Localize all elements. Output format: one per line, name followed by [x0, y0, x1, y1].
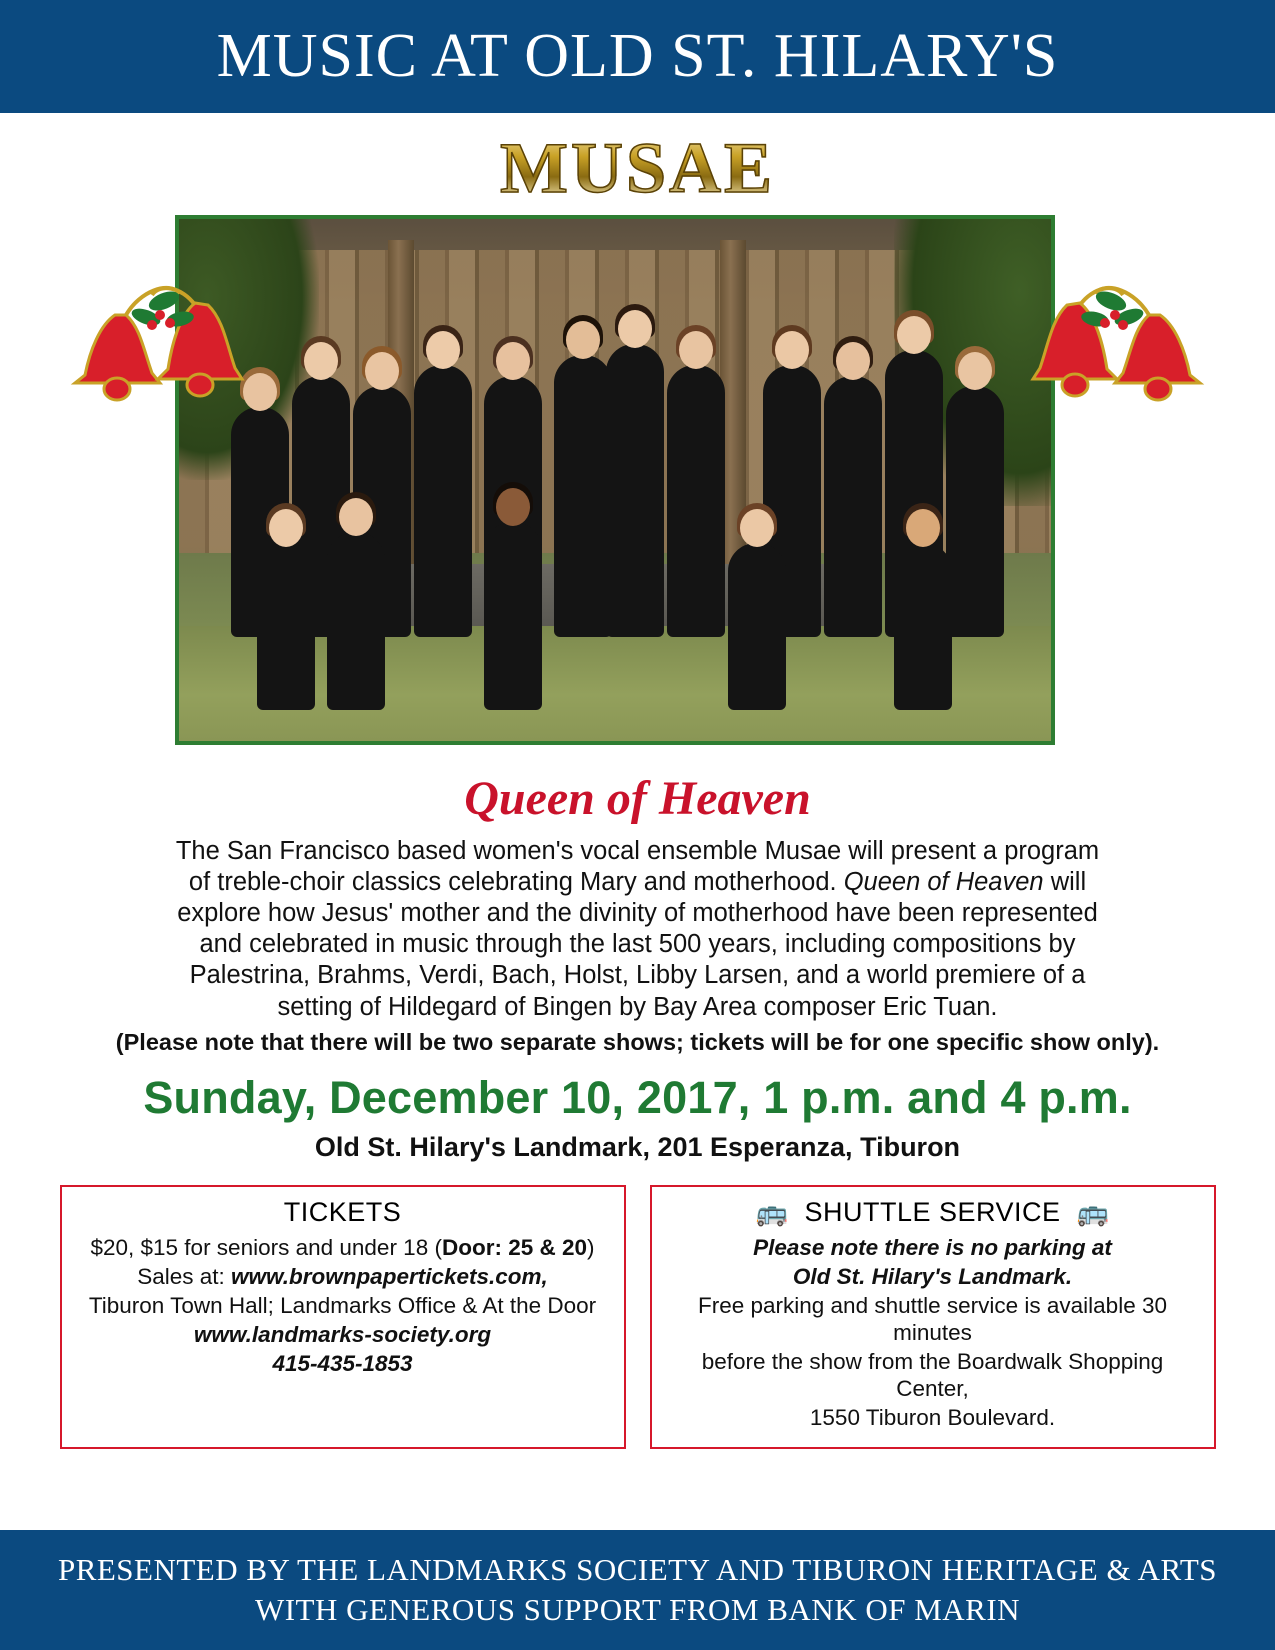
tickets-door-price: Door: 25 & 20: [441, 1234, 588, 1260]
description-line-5: Palestrina, Brahms, Verdi, Bach, Holst, Libby Larsen, and a world premiere of a: [189, 961, 1086, 990]
head: [426, 331, 460, 369]
description-line-6: setting of Hildegard of Bingen by Bay Area composer Eric Tuan.: [277, 992, 998, 1021]
choir-member: [667, 365, 725, 636]
ensemble-name-wrap: [0, 127, 1275, 208]
choir-member: [606, 344, 664, 636]
description-line-1: The San Francisco based women's vocal ensemble Musae will present a program: [175, 837, 1100, 865]
choir-member: [414, 365, 472, 636]
event-venue: Old St. Hilary's Landmark, 201 Esperanza, Tiburon: [314, 1131, 961, 1162]
tickets-sales: [74, 1263, 612, 1290]
head: [740, 509, 774, 547]
event-date: Sunday, December 10, 2017, 1 p.m. and 4 p.m.: [143, 1071, 1132, 1123]
choir-member-seated: [894, 543, 952, 710]
shuttle-info-line-3: 1550 Tiburon Boulevard.: [809, 1404, 1056, 1430]
header-band: [0, 0, 1275, 113]
head: [566, 321, 600, 359]
bus-icon-left: 🚌: [755, 1197, 789, 1228]
description-line-2-b: will: [1043, 868, 1087, 897]
head: [618, 310, 652, 348]
program-subtitle: Queen of Heaven: [464, 772, 811, 825]
choir-member-seated: [728, 543, 786, 710]
choir-member: [946, 386, 1004, 637]
description-line-2: [48, 867, 1228, 898]
choir-member: [554, 355, 612, 637]
head: [897, 316, 931, 354]
head: [496, 488, 530, 526]
shuttle-info-line-1: Free parking and shuttle service is available 30 minutes: [697, 1292, 1167, 1345]
head: [906, 509, 940, 547]
tickets-phone[interactable]: 415-435-1853: [272, 1350, 413, 1376]
shuttle-title-row: [664, 1197, 1202, 1228]
tickets-prices: [74, 1234, 612, 1261]
head: [836, 342, 870, 380]
choir-member-seated: [327, 532, 385, 709]
tickets-prices-suffix: ): [587, 1234, 595, 1260]
shuttle-notice-line-1: Please note there is no parking at: [753, 1234, 1112, 1260]
tickets-sales-label: Sales at:: [137, 1263, 232, 1289]
head: [269, 509, 303, 547]
head: [775, 331, 809, 369]
choir-member: [824, 376, 882, 637]
head: [365, 352, 399, 390]
page-title: MUSIC AT OLD ST. HILARY'S: [216, 22, 1059, 90]
info-boxes: [0, 1185, 1275, 1449]
footer-band: [0, 1530, 1275, 1650]
description-line-3: explore how Jesus' mother and the divinity of motherhood have been represented: [177, 899, 1098, 928]
ensemble-photo: [175, 215, 1055, 745]
description-line-2-a: of treble-choir classics celebrating Mary and motherhood.: [188, 868, 844, 897]
tickets-outlets: Tiburon Town Hall; Landmarks Office & At the Door: [88, 1292, 597, 1318]
description-line-4: and celebrated in music through the last 500 years, including compositions by: [199, 930, 1076, 959]
ensemble-name: MUSAE: [499, 128, 775, 208]
shuttle-info-line-2: before the show from the Boardwalk Shopping Center,: [701, 1348, 1164, 1401]
head: [958, 352, 992, 390]
tickets-box: [60, 1185, 626, 1449]
head: [339, 498, 373, 536]
bus-icon-right: 🚌: [1076, 1197, 1110, 1228]
head: [304, 342, 338, 380]
description-line-2-em: Queen of Heaven: [843, 868, 1044, 897]
landmarks-society-link[interactable]: www.landmarks-society.org: [193, 1321, 492, 1347]
show-note: (Please note that there will be two separate shows; tickets will be for one specific show only).: [115, 1028, 1160, 1055]
christmas-bells-icon-left: [60, 265, 260, 435]
photo-area: [0, 205, 1275, 765]
brownpapertickets-link[interactable]: www.brownpapertickets.com,: [231, 1263, 548, 1289]
footer-sponsor: WITH GENEROUS SUPPORT FROM BANK OF MARIN: [254, 1592, 1021, 1627]
choir-member-seated: [257, 543, 315, 710]
footer-presented-by: PRESENTED BY THE LANDMARKS SOCIETY AND TIBURON HERITAGE & ARTS: [57, 1552, 1218, 1587]
head: [496, 342, 530, 380]
head: [679, 331, 713, 369]
program-description: [48, 836, 1228, 1023]
christmas-bells-icon-right: [1015, 265, 1215, 435]
shuttle-notice-line-2: Old St. Hilary's Landmark.: [792, 1263, 1073, 1289]
choir-member-seated: [484, 522, 542, 710]
tickets-prices-prefix: $20, $15 for seniors and under 18 (: [90, 1234, 442, 1260]
shuttle-box: [650, 1185, 1216, 1449]
tickets-title: TICKETS: [283, 1196, 402, 1227]
shuttle-title: SHUTTLE SERVICE: [804, 1196, 1061, 1227]
